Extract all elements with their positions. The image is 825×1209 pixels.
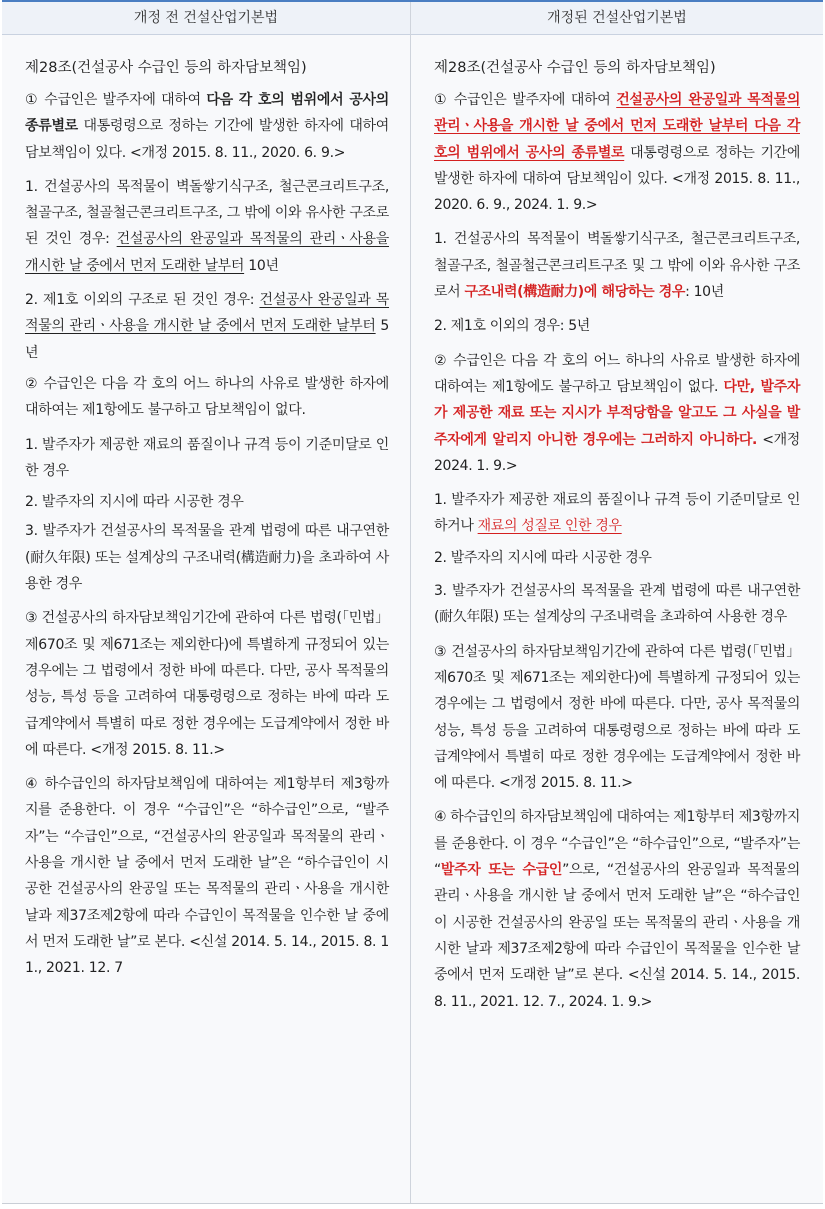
amended-text: 발주자 또는 수급인 — [440, 862, 563, 879]
text-segment: 1. 발주자가 제공한 재료의 품질이나 규격 등이 기준미달로 인하거나 — [434, 492, 800, 535]
column-header-before: 개정 전 건설산업기본법 — [2, 2, 410, 35]
text-segment: 1. 건설공사의 목적물이 벽돌쌓기식구조, 철근콘크리트구조, 철골구조, 철골철근콘크리트구조, 그 밖에 이와 유사한 구조로 된 것인 경우: — [25, 178, 389, 248]
amended-text: 구조내력(構造耐力)에 해당하는 경우 — [464, 284, 686, 301]
clause-3: ③ 건설공사의 하자담보책임기간에 관하여 다른 법령(「민법」 제670조 및 제671조는 제외한다)에 특별하게 규정되어 있는 경우에는 그 법령에서 정한 바에 따른다. 다만, 공사 목적물의 성능, 특성 등을 고려하여 대통령령으로 정하는 바에 따라 도급계약에서 특별히 따로 정한 경우에는 도급계약에서 정한 바에 따른다. <개정 2015. 8. 11.> — [25, 610, 389, 758]
clause-2-item-3: 3. 발주자가 건설공사의 목적물을 관계 법령에 따른 내구연한(耐久年限) 또는 설계상의 구조내력(構造耐力)을 초과하여 사용한 경우 — [25, 523, 389, 593]
text-segment: : 10년 — [685, 284, 724, 301]
text-segment: 2. 제1호 이외의 구조로 된 것인 경우: — [25, 292, 260, 309]
text-segment: 대통령령으로 정하는 기간에 발생한 하자에 대하여 담보책임이 있다. <개정 2015. 8. 11., 2020. 6. 9., 2024. 1. 9.> — [434, 144, 800, 214]
underlined-text: 건설공사 완공일과 목적물의 관리ㆍ사용을 개시한 날 중에서 먼저 도래한 날부터 — [25, 292, 389, 335]
clause-4 — [434, 804, 800, 1014]
text-segment: 10년 — [244, 257, 279, 274]
bold-text: 다음 각 호의 범위에서 공사의 종류별로 — [25, 92, 389, 135]
clause-1-item-1 — [434, 226, 800, 305]
clause-2-item-2: 2. 발주자의 지시에 따라 시공한 경우 — [434, 549, 652, 566]
column-header-after: 개정된 건설산업기본법 — [411, 2, 823, 35]
text-segment: 5년 — [25, 318, 389, 361]
clause-2-item-2: 2. 발주자의 지시에 따라 시공한 경우 — [25, 494, 244, 511]
clause-1-item-2 — [25, 287, 389, 366]
clause-2: ② 수급인은 다음 각 호의 어느 하나의 사유로 발생한 하자에 대하여는 제1항에도 불구하고 담보책임이 없다. — [25, 375, 389, 419]
text-segment: 대통령령으로 정하는 기간에 발생한 하자에 대하여 담보책임이 있다. <개정 2015. 8. 11., 2020. 6. 9.> — [25, 118, 389, 161]
clause-2-item-3: 3. 발주자가 건설공사의 목적물을 관계 법령에 따른 내구연한(耐久年限) 또는 설계상의 구조내력을 초과하여 사용한 경우 — [434, 583, 800, 626]
amended-text: 건설공사의 완공일과 목적물의 관리ㆍ사용을 개시한 날 중에서 먼저 도래한 날부터 다음 각 호의 범위에서 공사의 종류별로 — [434, 92, 801, 161]
text-segment: 1. 건설공사의 목적물이 벽돌쌓기식구조, 철근콘크리트구조, 철골구조, 철골철근콘크리트구조 및 그 밖에 이와 유사한 구조로서 — [434, 231, 800, 301]
text-segment: ① 수급인은 발주자에 대하여 — [434, 92, 617, 108]
text-segment: ① 수급인은 발주자에 대하여 — [25, 92, 207, 108]
clause-2-item-1: 1. 발주자가 제공한 재료의 품질이나 규격 등이 기준미달로 인한 경우 — [25, 436, 389, 479]
clause-3: ③ 건설공사의 하자담보책임기간에 관하여 다른 법령(「민법」 제670조 및 제671조는 제외한다)에 특별하게 규정되어 있는 경우에는 그 법령에서 정한 바에 따른다. 다만, 공사 목적물의 성능, 특성 등을 고려하여 대통령령으로 정하는 바에 따라 도급계약에서 특별히 따로 정한 경우에는 도급계약에서 정한 바에 따른다. <개정 2015. 8. 11.> — [434, 643, 800, 792]
clause-1 — [25, 87, 389, 166]
text-segment: <개정 2024. 1. 9.> — [434, 431, 800, 474]
article-title: 제28조(건설공사 수급인 등의 하자담보책임) — [434, 60, 716, 76]
clause-1-item-2: 2. 제1호 이외의 경우: 5년 — [434, 318, 590, 335]
before-column — [25, 51, 389, 990]
clause-2-item-1 — [434, 487, 800, 540]
clause-1-item-1 — [25, 174, 389, 279]
clause-4: ④ 하수급인의 하자담보책임에 대하여는 제1항부터 제3항까지를 준용한다. 이 경우 “수급인”은 “하수급인”으로, “발주자”는 “수급인”으로, “건설공사의 완공일과 목적물의 관리ㆍ사용을 개시한 날 중에서 먼저 도래한 날”은 “하수급인이 시공한 건설공사의 완공일 또는 목적물의 관리ㆍ사용을 개시한 날과 제37조제2항에 따라 수급인이 목적물을 인수한 날 중에서 먼저 도래한 날”로 본다. <신설 2014. 5. 14., 2015. 8. 11., 2021. 12. 7 — [25, 776, 389, 977]
clause-1 — [434, 87, 800, 218]
column-divider — [410, 2, 411, 1203]
amended-text: 다만, 발주자가 제공한 재료 또는 지시가 부적당함을 알고도 그 사실을 발주자에게 알리지 아니한 경우에는 그러하지 아니하다. — [434, 378, 800, 448]
underlined-text: 건설공사의 완공일과 목적물의 관리ㆍ사용을 개시한 날 중에서 먼저 도래한 날부터 — [25, 231, 389, 274]
text-segment: ② 수급인은 다음 각 호의 어느 하나의 사유로 발생한 하자에 대하여는 제1항에도 불구하고 담보책임이 없다. — [434, 352, 800, 395]
after-column — [434, 51, 800, 1023]
article-title: 제28조(건설공사 수급인 등의 하자담보책임) — [25, 60, 307, 76]
text-segment: ”으로, “건설공사의 완공일과 목적물의 관리ㆍ사용을 개시한 날 중에서 먼저 도래한 날”은 “하수급인이 시공한 건설공사의 완공일 또는 목적물의 관리ㆍ사용을 개시한 날과 제37조제2항에 따라 수급인이 목적물을 인수한 날 중에서 먼저 도래한 날”로 본다. <신설 2014. 5. 14., 2015. 8. 11., 2021. 12. 7., 2024. 1. 9.> — [434, 862, 800, 1010]
text-segment: ④ 하수급인의 하자담보책임에 대하여는 제1항부터 제3항까지를 준용한다. 이 경우 “수급인”은 “하수급인”으로, “발주자”는 “ — [434, 809, 800, 879]
comparison-table — [2, 0, 823, 1204]
clause-2 — [434, 348, 800, 479]
amended-text: 재료의 성질로 인한 경우 — [477, 518, 622, 535]
